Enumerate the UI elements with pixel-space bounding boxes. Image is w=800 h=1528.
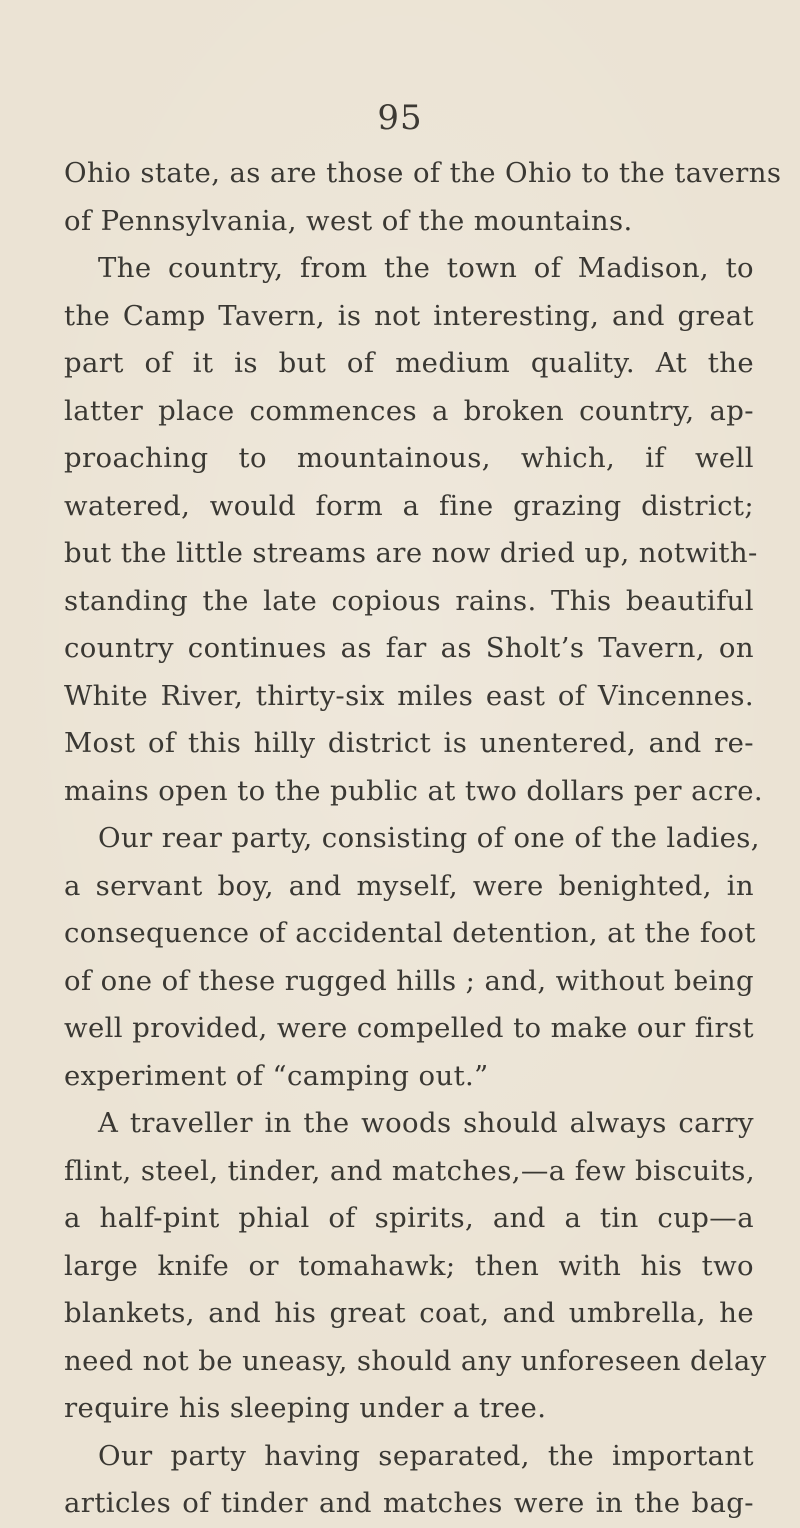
- text-line: mains open to the public at two dollars per acre.: [64, 774, 764, 807]
- text-line: Ohio state, as are those of the Ohio to the taverns: [64, 157, 782, 189]
- body-text: [64, 150, 782, 1528]
- text-line: proaching to mountainous, which, if well: [64, 442, 754, 474]
- text-line: flint, steel, tinder, and matches,—a few biscuits,: [64, 1154, 755, 1187]
- text-line: well provided, were compelled to make our first: [64, 1012, 754, 1044]
- text-line: White River, thirty-six miles east of Vincennes.: [64, 679, 754, 712]
- text-line: large knife or tomahawk; then with his two: [64, 1249, 754, 1282]
- text-line: latter place commences a broken country, ap-: [64, 394, 754, 427]
- text-line: a half-pint phial of spirits, and a tin cup—a: [64, 1202, 754, 1234]
- text-line: need not be uneasy, should any unforeseen delay: [64, 1344, 767, 1377]
- text-line: part of it is but of medium quality. At the: [64, 347, 754, 379]
- text-line: Our party having separated, the important: [98, 1439, 754, 1472]
- text-line: of one of these rugged hills ; and, without being: [64, 964, 754, 997]
- text-line: A traveller in the woods should always carry: [98, 1107, 754, 1139]
- text-line: The country, from the town of Madison, to: [98, 252, 754, 284]
- text-line: consequence of accidental detention, at the foot: [64, 917, 756, 949]
- text-line: the Camp Tavern, is not interesting, and great: [64, 299, 754, 332]
- text-line: blankets, and his great coat, and umbrella, he: [64, 1297, 754, 1329]
- page-number: 95: [377, 98, 423, 138]
- text-line: Most of this hilly district is unentered, and re-: [64, 727, 754, 759]
- text-line: a servant boy, and myself, were benighted, in: [64, 869, 754, 902]
- text-line: watered, would form a fine grazing district;: [64, 489, 754, 522]
- text-line: experiment of “camping out.”: [64, 1059, 489, 1092]
- text-line: Our rear party, consisting of one of the ladies,: [98, 822, 760, 854]
- text-line: but the little streams are now dried up, notwith-: [64, 537, 758, 569]
- text-line: of Pennsylvania, west of the mountains.: [64, 204, 633, 237]
- text-line: country continues as far as Sholt’s Tavern, on: [64, 632, 754, 664]
- text-line: standing the late copious rains. This beautiful: [64, 584, 754, 617]
- text-line: require his sleeping under a tree.: [64, 1392, 547, 1424]
- text-line: articles of tinder and matches were in the bag-: [64, 1487, 754, 1519]
